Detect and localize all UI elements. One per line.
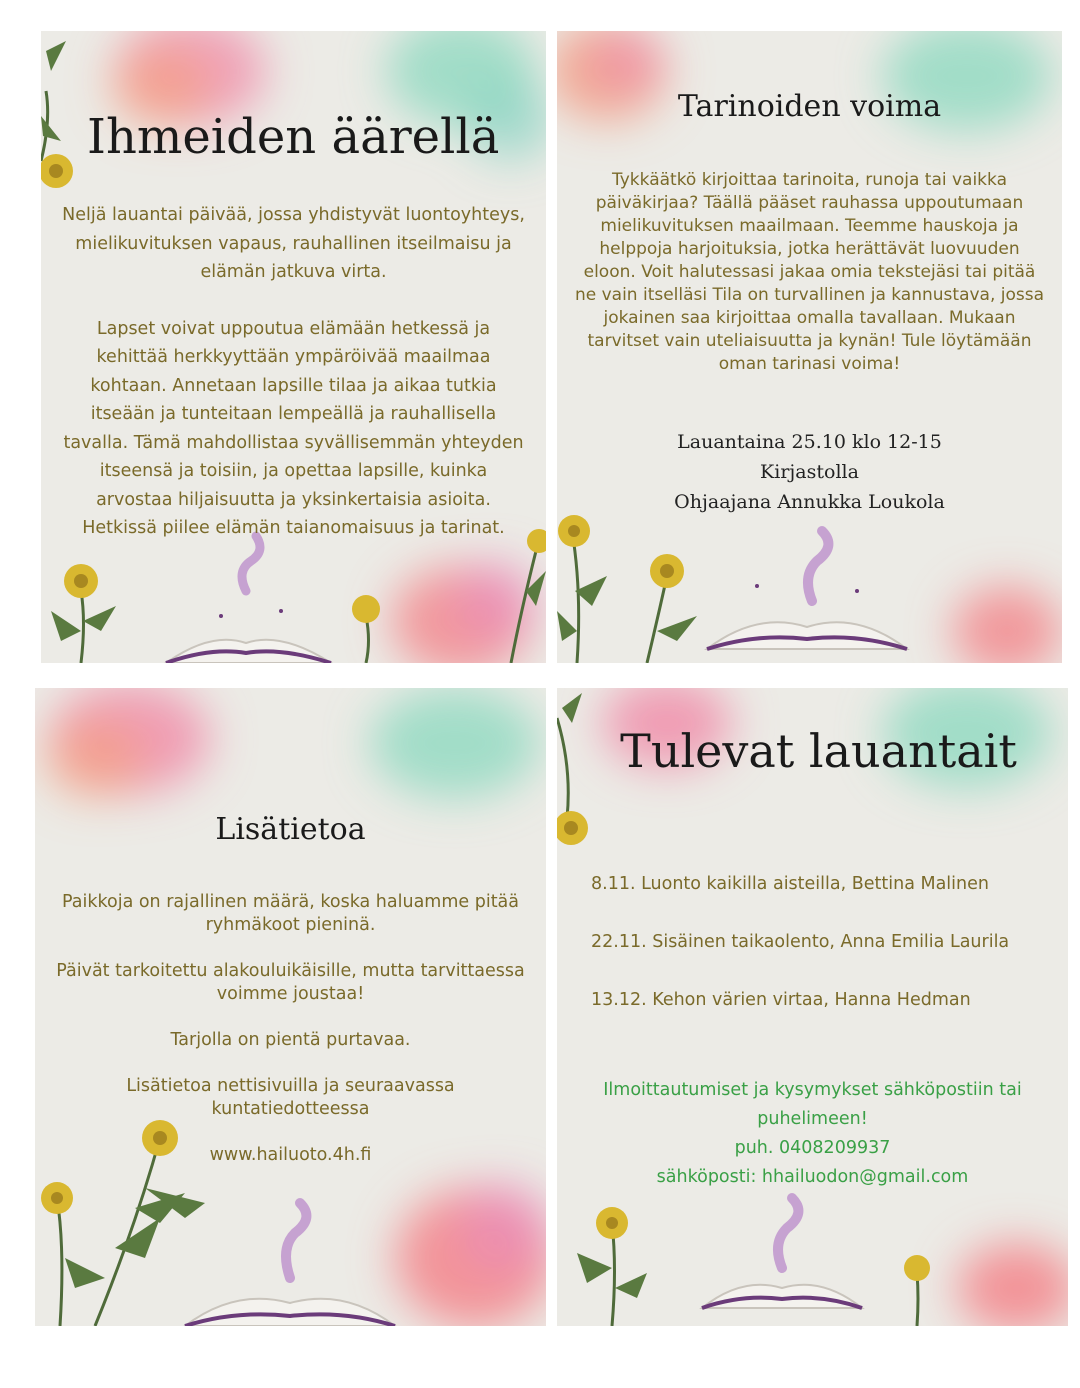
card-title: Tulevat lauantait xyxy=(620,724,1017,778)
contact-info xyxy=(579,1076,1046,1192)
card-title: Tarinoiden voima xyxy=(677,89,942,124)
open-book-icon xyxy=(707,531,907,649)
website-link[interactable]: www.hailuoto.4h.fi xyxy=(209,1145,372,1165)
event-item: 8.11. Luonto kaikilla aisteilla, Bettina Malinen xyxy=(591,874,989,894)
event-date: Lauantaina 25.10 klo 12-15 xyxy=(677,431,942,453)
card-tarinoiden-voima xyxy=(557,31,1062,663)
card-body: Tykkäätkö kirjoittaa tarinoita, runoja tai vaikka päiväkirjaa? Täällä pääset rauhassa uppoutumaan mielikuvituksen maailmaan. Teemme hauskoja ja helppoja harjoituksia, jotka herättävät luovuuden eloon. Voit halutessasi jakaa omia tekstejäsi tai pitää ne vain itselläsi Tila on turvallinen ja kannustava, jossa jokainen saa kirjoittaa omalla tavallaan. Mukaan tarvitset vain uteliaisuutta ja kynän! Tule löytämään oman tarinasi voima! xyxy=(574,170,1045,374)
event-item: 22.11. Sisäinen taikaolento, Anna Emilia Laurila xyxy=(591,932,1010,952)
event-leader: Ohjaajana Annukka Loukola xyxy=(674,491,945,513)
event-details xyxy=(557,427,1062,517)
info-more: Lisätietoa nettisivuilla ja seuraavassa kuntatiedotteessa xyxy=(126,1076,455,1119)
card-lisatietoa xyxy=(35,688,546,1326)
card-body xyxy=(51,891,530,1167)
events-list xyxy=(591,872,1009,1012)
card-ihmeiden-aarella xyxy=(41,31,546,663)
registration-note: Ilmoittautumiset ja kysymykset sähköpostiin tai puhelimeen! xyxy=(603,1080,1022,1129)
info-audience: Päivät tarkoitettu alakouluikäisille, mutta tarvittaessa voimme joustaa! xyxy=(56,961,525,1004)
card-tulevat-lauantait xyxy=(557,688,1068,1326)
card-title: Lisätietoa xyxy=(215,812,366,847)
open-book-icon xyxy=(185,1203,395,1326)
info-capacity: Paikkoja on rajallinen määrä, koska haluamme pitää ryhmäkoot pieninä. xyxy=(62,892,519,935)
open-book-icon xyxy=(166,536,331,663)
event-item: 13.12. Kehon värien virtaa, Hanna Hedman xyxy=(591,990,971,1010)
phone-number[interactable]: puh. 0408209937 xyxy=(734,1138,891,1158)
card-title: Ihmeiden äärellä xyxy=(87,109,500,165)
flowers-bottom xyxy=(557,515,697,663)
email-address[interactable]: sähköposti: hhailuodon@gmail.com xyxy=(656,1167,969,1187)
event-place: Kirjastolla xyxy=(760,461,859,483)
intro-paragraph: Neljä lauantai päivää, jossa yhdistyvät luontoyhteys, mielikuvituksen vapaus, rauhallinen itseilmaisu ja elämän jatkuva virta. xyxy=(62,205,525,282)
card-body xyxy=(61,201,526,543)
description-paragraph: Lapset voivat uppoutua elämään hetkessä ja kehittää herkkyyttään ympäröivää maailmaa kohtaan. Annetaan lapsille tilaa ja aikaa tutkia itseään ja tunteitaan lempeällä ja rauhallisella tavalla. Tämä mahdollistaa syvällisemmän yhteyden itseensä ja toisiin, ja opettaa lapsille, kuinka arvostaa hiljaisuutta ja yksinkertaisia asioita. Hetkissä piilee elämän taianomaisuus ja tarinat. xyxy=(63,318,524,538)
info-snacks: Tarjolla on pientä purtavaa. xyxy=(170,1030,411,1050)
flower-top-left xyxy=(41,41,73,188)
open-book-icon xyxy=(702,1198,862,1308)
